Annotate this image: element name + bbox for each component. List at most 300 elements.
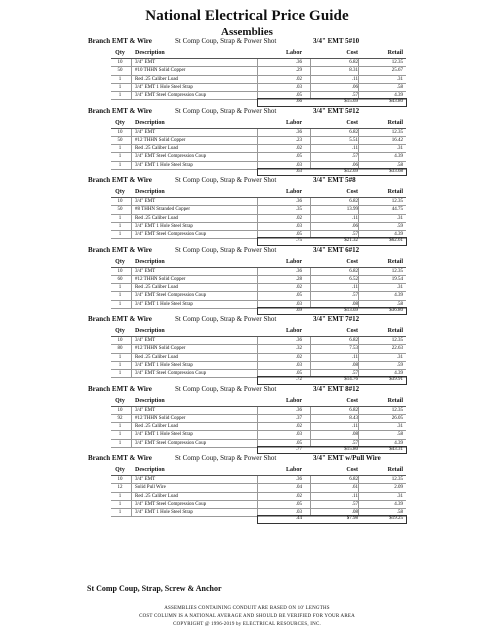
table-row: [111, 407, 406, 415]
section-header: [0, 315, 494, 326]
cell-retail: 16.42: [391, 137, 403, 143]
table-row: [111, 59, 406, 67]
total-cost: $15.80: [344, 446, 358, 452]
cell-labor: .02: [295, 76, 302, 82]
section-assembly-name: 3/4" EMT w/Pull Wire: [313, 454, 381, 462]
cell-qty: 1: [118, 371, 122, 377]
column-header-cost: Cost: [346, 189, 358, 195]
column-header-cost: Cost: [346, 258, 358, 265]
cell-labor: .03: [295, 162, 302, 168]
cell-labor: .03: [295, 510, 302, 516]
cell-description: 3/4" EMT: [135, 199, 156, 204]
column-header-qty: Qty: [115, 328, 125, 334]
cell-cost: 5.51: [349, 137, 358, 143]
cell-retail: 22.63: [391, 346, 403, 352]
section-assembly-name: 3/4" EMT 5#12: [313, 106, 360, 115]
cell-retail: 4.39: [394, 154, 403, 160]
cell-cost: 6.82: [349, 407, 358, 413]
cell-description: Red .25 Caliber Load: [135, 285, 179, 291]
section-category: Branch EMT & Wire: [88, 315, 152, 323]
section-category: Branch EMT & Wire: [88, 454, 152, 462]
cell-cost: .57: [351, 440, 358, 446]
cell-description: 3/4" EMT: [135, 407, 156, 413]
section-header: [0, 246, 494, 257]
cell-retail: 12.35: [391, 338, 403, 343]
column-header-labor: Labor: [285, 258, 302, 265]
cell-labor: .29: [295, 68, 302, 74]
total-cost: $7.98: [346, 516, 358, 521]
cell-retail: .31: [396, 76, 403, 82]
cell-cost: 6.82: [349, 268, 358, 274]
cell-labor: .03: [295, 301, 302, 307]
cell-qty: 10: [117, 338, 123, 343]
cell-qty: 1: [118, 432, 122, 438]
cell-description: Red .25 Caliber Load: [135, 354, 179, 360]
column-header-description: Description: [135, 258, 165, 265]
cell-qty: 1: [118, 493, 122, 499]
table-row: [111, 276, 406, 284]
cell-description: 3/4" EMT: [135, 129, 156, 135]
cell-cost: 13.99: [346, 207, 358, 213]
table-row: [111, 493, 406, 501]
table-row: [111, 76, 406, 84]
table-row: [111, 137, 406, 145]
cell-description: #12 THHN Solid Copper: [135, 346, 186, 352]
cell-cost: .57: [351, 93, 358, 99]
cell-qty: 80: [117, 346, 123, 352]
column-header-cost: Cost: [346, 50, 358, 56]
cell-qty: 1: [118, 232, 122, 238]
cell-description: Red .25 Caliber Load: [135, 424, 179, 430]
cell-description: 3/4" EMT Steel Compression Coup: [135, 501, 207, 507]
cell-qty: 50: [117, 207, 123, 213]
section-header: [0, 37, 494, 48]
table-row: [111, 268, 406, 276]
total-retail: $39.91: [389, 377, 403, 382]
cell-qty: 10: [117, 199, 123, 204]
cell-description: Red .25 Caliber Load: [135, 493, 179, 499]
cell-qty: 1: [118, 76, 122, 82]
cell-qty: 1: [118, 362, 122, 368]
cell-retail: 44.75: [391, 207, 403, 213]
section-header: [0, 385, 494, 396]
column-header-qty: Qty: [115, 119, 125, 126]
column-header-cost: Cost: [346, 467, 358, 473]
cell-labor: .36: [295, 199, 302, 204]
cell-labor: .05: [295, 501, 302, 507]
cell-labor: .32: [295, 346, 302, 352]
cell-labor: .36: [295, 338, 302, 343]
section-assembly-type: St Comp Coup, Strap & Power Shot: [175, 106, 277, 115]
table-row: [111, 415, 406, 423]
cell-labor: .02: [295, 493, 302, 499]
cell-labor: .02: [295, 285, 302, 291]
column-header-labor: Labor: [285, 467, 302, 473]
totals-row: [111, 237, 406, 244]
cell-labor: .36: [295, 268, 302, 274]
total-cost: $14.76: [344, 377, 358, 382]
cell-qty: 1: [118, 154, 122, 160]
cell-description: 3/4" EMT Steel Compression Coup: [135, 371, 207, 377]
assembly-section: [0, 106, 494, 176]
cell-retail: 12.35: [391, 60, 403, 65]
cell-retail: 12.35: [391, 129, 403, 135]
cell-qty: 1: [118, 223, 122, 229]
cell-retail: 4.39: [394, 371, 403, 377]
cell-description: #12 THHN Solid Copper: [135, 415, 186, 421]
section-header: [0, 107, 494, 118]
section-category: Branch EMT & Wire: [88, 245, 152, 254]
total-retail: $43.31: [389, 446, 403, 452]
cell-labor: .02: [295, 354, 302, 360]
cell-retail: .58: [396, 84, 403, 90]
column-header-description: Description: [135, 189, 165, 195]
column-header-description: Description: [135, 119, 165, 126]
total-labor: .77: [295, 446, 302, 452]
cell-qty: 50: [117, 68, 123, 74]
cell-labor: .02: [295, 424, 302, 430]
section-category: Branch EMT & Wire: [88, 384, 152, 393]
cell-labor: .36: [295, 60, 302, 65]
cell-cost: 6.82: [349, 60, 358, 65]
cell-description: Red .25 Caliber Load: [135, 76, 179, 82]
table-row: [111, 84, 406, 92]
assembly-section: [0, 314, 494, 384]
totals-row: [111, 515, 406, 522]
cell-qty: 1: [118, 301, 122, 307]
cell-description: #8 THHN Stranded Copper: [135, 207, 191, 213]
cell-qty: 1: [118, 440, 122, 446]
cell-labor: .37: [295, 415, 302, 421]
column-header-retail: Retail: [387, 50, 403, 56]
cell-qty: 1: [118, 84, 122, 90]
section-assembly-type: St Comp Coup, Strap & Power Shot: [175, 245, 277, 254]
cell-cost: .11: [351, 424, 358, 430]
totals-row: [111, 168, 406, 175]
cell-retail: .31: [396, 146, 403, 152]
cell-description: 3/4" EMT 1 Hole Steel Strap: [135, 84, 193, 90]
cell-retail: .59: [396, 362, 403, 368]
cell-retail: .31: [396, 493, 403, 499]
assembly-section: [0, 175, 494, 245]
cell-labor: .05: [295, 232, 302, 238]
cell-qty: 1: [118, 215, 122, 221]
column-header-description: Description: [135, 328, 165, 334]
section-assembly-name: 3/4" EMT 5#8: [313, 176, 356, 184]
column-header-retail: Retail: [387, 258, 403, 265]
cell-retail: 4.39: [394, 501, 403, 507]
cell-description: 3/4" EMT 1 Hole Steel Strap: [135, 223, 193, 229]
cell-retail: 26.05: [391, 415, 403, 421]
cell-labor: .02: [295, 146, 302, 152]
cell-cost: .08: [351, 301, 358, 307]
cell-description: 3/4" EMT 1 Hole Steel Strap: [135, 301, 193, 307]
column-header-description: Description: [135, 467, 165, 473]
total-labor: .44: [295, 516, 302, 521]
cell-cost: .11: [351, 215, 358, 221]
cell-labor: .03: [295, 223, 302, 229]
line-items-table: [111, 336, 406, 378]
assembly-section: [0, 453, 494, 523]
cell-labor: .03: [295, 84, 302, 90]
column-header-labor: Labor: [285, 119, 302, 126]
cell-description: 3/4" EMT Steel Compression Coup: [135, 93, 207, 99]
column-header-cost: Cost: [346, 119, 358, 126]
section-category: Branch EMT & Wire: [88, 37, 152, 45]
cell-labor: .05: [295, 440, 302, 446]
cell-retail: 4.39: [394, 440, 403, 446]
cell-qty: 50: [117, 137, 123, 143]
cell-qty: 1: [118, 424, 122, 430]
cell-description: 3/4" EMT: [135, 477, 156, 482]
table-row: [111, 206, 406, 214]
cell-description: Red .25 Caliber Load: [135, 215, 179, 221]
column-header-retail: Retail: [387, 397, 403, 404]
cell-cost: .57: [351, 371, 358, 377]
page-subtitle: Assemblies: [221, 26, 273, 38]
assembly-section: [0, 384, 494, 454]
table-row: [111, 67, 406, 75]
cell-retail: .58: [396, 432, 403, 438]
cell-cost: .06: [351, 162, 358, 168]
cell-cost: .08: [351, 362, 358, 368]
cell-labor: .36: [295, 407, 302, 413]
cell-labor: .04: [295, 485, 302, 491]
cell-retail: .31: [396, 354, 403, 360]
cell-retail: .31: [396, 424, 403, 430]
line-items-table: [111, 58, 406, 100]
cell-labor: .03: [295, 362, 302, 368]
cell-cost: .57: [351, 232, 358, 238]
cell-labor: .05: [295, 371, 302, 377]
totals-row: [111, 376, 406, 383]
cell-description: 3/4" EMT 1 Hole Steel Strap: [135, 510, 193, 516]
cell-retail: .31: [396, 285, 403, 291]
cell-description: Red .25 Caliber Load: [135, 146, 179, 152]
total-retail: $43.80: [389, 99, 403, 104]
cell-retail: 4.39: [394, 93, 403, 99]
totals-row: [111, 98, 406, 105]
cell-description: 3/4" EMT Steel Compression Coup: [135, 293, 207, 299]
cell-cost: .11: [351, 146, 358, 152]
line-items-table: [111, 406, 406, 448]
column-header-retail: Retail: [387, 189, 403, 195]
cell-labor: .03: [295, 432, 302, 438]
section-category: Branch EMT & Wire: [88, 106, 152, 115]
line-items-table: [111, 128, 406, 170]
footer-note-1: ASSEMBLIES CONTAINING CONDUIT ARE BASED ON 10' LENGTHS: [164, 606, 330, 611]
table-row: [111, 292, 406, 300]
column-header-qty: Qty: [115, 467, 125, 473]
table-row: [111, 337, 406, 345]
cell-labor: .02: [295, 215, 302, 221]
cell-qty: 1: [118, 162, 122, 168]
cell-qty: 10: [117, 129, 123, 135]
cell-cost: .06: [351, 223, 358, 229]
cell-labor: .05: [295, 293, 302, 299]
cell-retail: .59: [396, 223, 403, 229]
column-header-qty: Qty: [115, 189, 125, 195]
cell-description: 3/4" EMT 1 Hole Steel Strap: [135, 162, 193, 168]
section-assembly-name: 3/4" EMT 6#12: [313, 245, 360, 254]
assembly-sections: [0, 36, 494, 523]
cell-description: 3/4" EMT 1 Hole Steel Strap: [135, 362, 193, 368]
cell-labor: .36: [295, 129, 302, 135]
total-retail: $62.61: [389, 238, 403, 243]
cell-cost: .57: [351, 293, 358, 299]
table-row: [111, 145, 406, 153]
cell-qty: 1: [118, 285, 122, 291]
cell-labor: .28: [295, 276, 302, 282]
table-row: [111, 362, 406, 370]
cell-retail: 4.39: [394, 232, 403, 238]
section-assembly-type: St Comp Coup, Strap & Power Shot: [175, 315, 277, 323]
cell-cost: .57: [351, 501, 358, 507]
cell-labor: .35: [295, 207, 302, 213]
cell-qty: 12: [117, 485, 123, 491]
cell-cost: 6.82: [349, 129, 358, 135]
total-labor: .75: [295, 238, 302, 243]
cell-description: 3/4" EMT Steel Compression Coup: [135, 232, 207, 238]
table-row: [111, 476, 406, 484]
cell-description: 3/4" EMT: [135, 268, 156, 274]
column-header-qty: Qty: [115, 258, 125, 265]
cell-cost: 8.31: [349, 68, 358, 74]
cell-retail: 4.39: [394, 293, 403, 299]
cell-retail: 12.35: [391, 268, 403, 274]
cell-cost: .08: [351, 510, 358, 516]
cell-qty: 1: [118, 510, 122, 516]
table-row: [111, 129, 406, 137]
cell-qty: 10: [117, 60, 123, 65]
cell-qty: 1: [118, 501, 122, 507]
total-labor: .69: [295, 307, 302, 313]
cell-retail: .58: [396, 301, 403, 307]
cell-cost: 6.82: [349, 199, 358, 204]
cell-qty: 60: [117, 276, 123, 282]
table-row: [111, 345, 406, 353]
cell-retail: 25.67: [391, 68, 403, 74]
section-category: Branch EMT & Wire: [88, 176, 152, 184]
page-title: National Electrical Price Guide: [145, 8, 349, 24]
totals-row: [111, 307, 406, 314]
cell-cost: .57: [351, 154, 358, 160]
total-retail: $19.25: [389, 516, 403, 521]
column-header-retail: Retail: [387, 119, 403, 126]
cell-qty: 1: [118, 146, 122, 152]
line-items-table: [111, 475, 406, 517]
section-assembly-type: St Comp Coup, Strap & Power Shot: [175, 37, 277, 45]
cell-qty: 1: [118, 293, 122, 299]
column-header-retail: Retail: [387, 467, 403, 473]
table-row: [111, 431, 406, 439]
column-header-qty: Qty: [115, 50, 125, 56]
next-section-heading: St Comp Coup, Strap, Screw & Anchor: [87, 584, 222, 593]
section-assembly-type: St Comp Coup, Strap & Power Shot: [175, 454, 277, 462]
cell-qty: 10: [117, 407, 123, 413]
cell-cost: .11: [351, 76, 358, 82]
line-items-table: [111, 267, 406, 309]
cell-cost: 6.82: [349, 477, 358, 482]
cell-cost: .11: [351, 285, 358, 291]
section-assembly-name: 3/4" EMT 8#12: [313, 384, 360, 393]
section-assembly-name: 3/4" EMT 7#12: [313, 315, 360, 323]
cell-retail: 12.35: [391, 407, 403, 413]
column-header-description: Description: [135, 50, 165, 56]
cell-qty: 92: [117, 415, 123, 421]
table-row: [111, 284, 406, 292]
cell-description: 3/4" EMT Steel Compression Coup: [135, 154, 207, 160]
table-row: [111, 423, 406, 431]
cell-retail: .31: [396, 215, 403, 221]
cell-cost: 7.53: [349, 346, 358, 352]
table-row: [111, 153, 406, 161]
cell-retail: 12.35: [391, 199, 403, 204]
cell-labor: .05: [295, 93, 302, 99]
cell-description: #12 THHN Solid Copper: [135, 137, 186, 143]
cell-description: #10 THHN Solid Copper: [135, 68, 186, 74]
cell-qty: 1: [118, 93, 122, 99]
totals-row: [111, 446, 406, 453]
total-cost: $15.69: [344, 99, 358, 104]
cell-description: Solid Pull Wire: [135, 485, 166, 491]
total-labor: .63: [295, 168, 302, 174]
section-header: [0, 454, 494, 465]
total-cost: $13.69: [344, 307, 358, 313]
cell-labor: .05: [295, 154, 302, 160]
column-header-labor: Labor: [285, 328, 302, 334]
column-header-labor: Labor: [285, 189, 302, 195]
total-labor: .72: [295, 377, 302, 382]
section-assembly-type: St Comp Coup, Strap & Power Shot: [175, 384, 277, 393]
cell-retail: .58: [396, 510, 403, 516]
table-row: [111, 223, 406, 231]
cell-labor: .23: [295, 137, 302, 143]
assembly-section: [0, 36, 494, 106]
table-row: [111, 354, 406, 362]
cell-retail: 2.09: [394, 485, 403, 491]
cell-retail: .58: [396, 162, 403, 168]
cell-description: 3/4" EMT: [135, 338, 156, 343]
total-cost: $21.32: [344, 238, 358, 243]
cell-labor: .36: [295, 477, 302, 482]
column-header-retail: Retail: [387, 328, 403, 334]
column-header-labor: Labor: [285, 50, 302, 56]
cell-retail: 19.54: [391, 276, 403, 282]
total-labor: .66: [295, 99, 302, 104]
column-header-labor: Labor: [285, 397, 302, 404]
footer-note-2: COST COLUMN IS A NATIONAL AVERAGE AND SHOULD BE VERIFIED FOR YOUR AREA: [139, 614, 355, 619]
column-header-cost: Cost: [346, 328, 358, 334]
cell-description: 3/4" EMT: [135, 60, 156, 65]
column-header-qty: Qty: [115, 397, 125, 404]
section-assembly-type: St Comp Coup, Strap & Power Shot: [175, 176, 277, 184]
assembly-section: [0, 245, 494, 315]
total-cost: $12.69: [344, 168, 358, 174]
table-row: [111, 501, 406, 509]
cell-qty: 10: [117, 268, 123, 274]
cell-cost: .61: [351, 485, 358, 491]
table-row: [111, 215, 406, 223]
column-header-cost: Cost: [346, 397, 358, 404]
cell-qty: 1: [118, 354, 122, 360]
total-retail: $36.80: [389, 307, 403, 313]
cell-cost: 8.43: [349, 415, 358, 421]
cell-description: #12 THHN Solid Copper: [135, 276, 186, 282]
cell-cost: 6.82: [349, 338, 358, 343]
table-row: [111, 198, 406, 206]
cell-retail: 12.35: [391, 477, 403, 482]
